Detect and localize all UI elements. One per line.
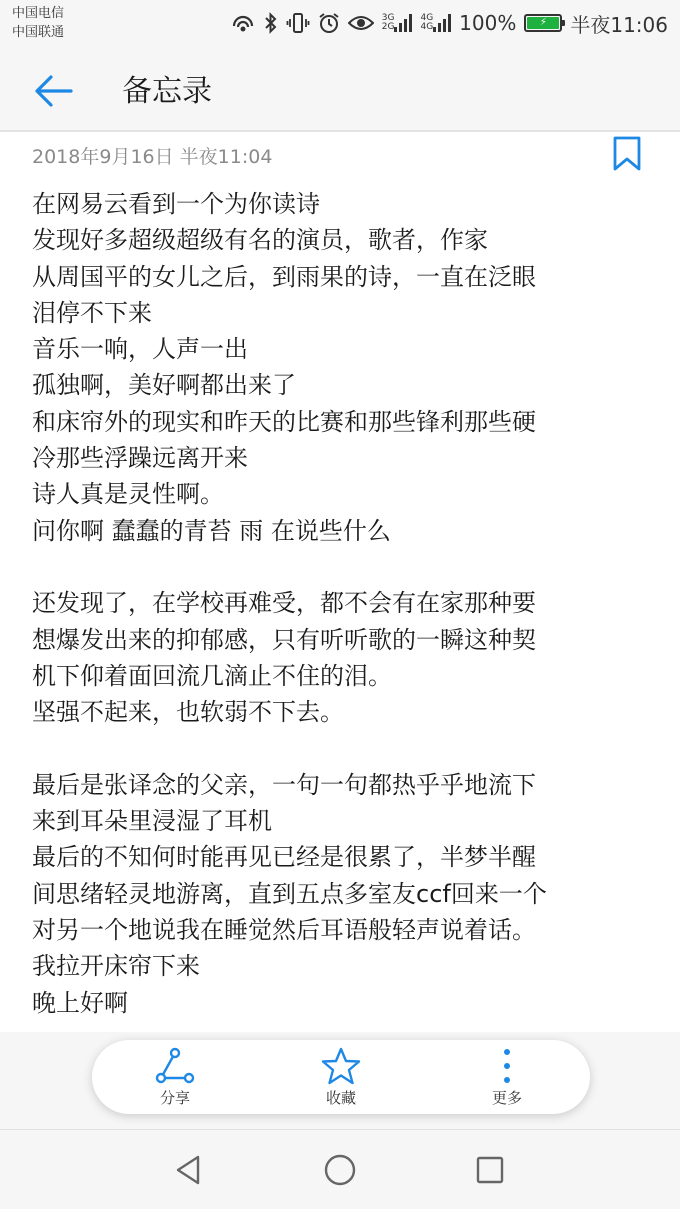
- note-date: 2018年9月16日 半夜11:04: [32, 146, 273, 168]
- status-bar: [0, 0, 680, 48]
- battery-percent: 100%: [459, 11, 517, 35]
- signal-2-icon: [420, 14, 451, 32]
- carrier-1: 中国电信: [12, 6, 65, 21]
- note-line: 最后是张译念的父亲，一句一句都热乎乎地流下: [32, 770, 536, 799]
- note-line: 泪停不下来: [32, 298, 152, 327]
- vibrate-icon: [286, 12, 310, 34]
- note-line: 对另一个地说我在睡觉然后耳语般轻声说着话。: [32, 915, 536, 944]
- nav-back-button[interactable]: [168, 1150, 208, 1190]
- net-1-bottom: 2G: [381, 22, 395, 32]
- bookmark-button[interactable]: [610, 136, 644, 172]
- note-line: 音乐一响，人声一出: [32, 335, 248, 364]
- note-line: 晚上好啊: [32, 988, 128, 1017]
- arrow-left-icon: [34, 74, 74, 108]
- more-vertical-icon: [487, 1047, 527, 1085]
- alarm-icon: [318, 12, 340, 34]
- note-body[interactable]: [32, 186, 652, 1021]
- favorite-button[interactable]: [276, 1040, 406, 1114]
- system-nav-bar: [0, 1129, 680, 1209]
- eye-comfort-icon: [348, 12, 374, 34]
- more-label: 更多: [491, 1089, 522, 1107]
- note-line: 我拉开床帘下来: [32, 952, 200, 981]
- note-line: [32, 730, 652, 766]
- note-line: 发现好多超级超级有名的演员，歌者，作家: [32, 226, 488, 255]
- share-icon: [155, 1047, 195, 1085]
- status-icons: [230, 8, 668, 38]
- note-line: [32, 549, 652, 585]
- square-recent-icon: [475, 1155, 505, 1185]
- signal-1-icon: [382, 14, 413, 32]
- note-line: 诗人真是灵性啊。: [32, 480, 224, 509]
- bluetooth-icon: [264, 12, 278, 34]
- share-label: 分享: [159, 1089, 190, 1107]
- star-icon: [321, 1047, 361, 1085]
- note-content[interactable]: [0, 132, 680, 1032]
- note-line: 来到耳朵里浸湿了耳机: [32, 807, 272, 836]
- note-line: 问你啊 蠢蠢的青苔 雨 在说些什么: [32, 516, 391, 545]
- carrier-2: 中国联通: [12, 25, 65, 40]
- note-line: 孤独啊，美好啊都出来了: [32, 371, 296, 400]
- note-line: 想爆发出来的抑郁感，只有听听歌的一瞬这种契: [32, 625, 536, 654]
- note-line: 还发现了，在学校再难受，都不会有在家那种要: [32, 589, 536, 618]
- title-bar: [0, 48, 680, 130]
- more-button[interactable]: [442, 1040, 572, 1114]
- net-2-bottom: 4G: [420, 22, 434, 32]
- nav-recent-button[interactable]: [470, 1150, 510, 1190]
- note-line: 在网易云看到一个为你读诗: [32, 190, 320, 218]
- battery-icon: ⚡: [524, 14, 562, 32]
- clock: 半夜11:06: [570, 12, 668, 37]
- circle-home-icon: [323, 1153, 357, 1187]
- bookmark-icon: [610, 136, 644, 172]
- note-line: 和床帘外的现实和昨天的比赛和那些锋利那些硬: [32, 407, 536, 436]
- carrier-info: [12, 4, 64, 42]
- note-line: 间思绪轻灵地游离，直到五点多室友ccf回来一个: [32, 879, 547, 908]
- nav-home-button[interactable]: [320, 1150, 360, 1190]
- triangle-back-icon: [172, 1154, 204, 1186]
- note-line: 从周国平的女儿之后，到雨果的诗，一直在泛眼: [32, 262, 536, 291]
- net-2-top: 4G: [420, 13, 434, 23]
- note-line: 坚强不起来，也软弱不下去。: [32, 698, 344, 727]
- back-button[interactable]: [26, 66, 82, 116]
- net-1-top: 3G: [381, 13, 395, 23]
- hotspot-icon: [230, 12, 256, 34]
- note-line: 机下仰着面回流几滴止不住的泪。: [32, 661, 392, 690]
- note-line: 冷那些浮躁远离开来: [32, 444, 248, 473]
- page-title: 备忘录: [122, 74, 212, 109]
- action-bar: [92, 1040, 590, 1114]
- note-line: 最后的不知何时能再见已经是很累了，半梦半醒: [32, 843, 536, 872]
- share-button[interactable]: [110, 1040, 240, 1114]
- favorite-label: 收藏: [325, 1089, 356, 1107]
